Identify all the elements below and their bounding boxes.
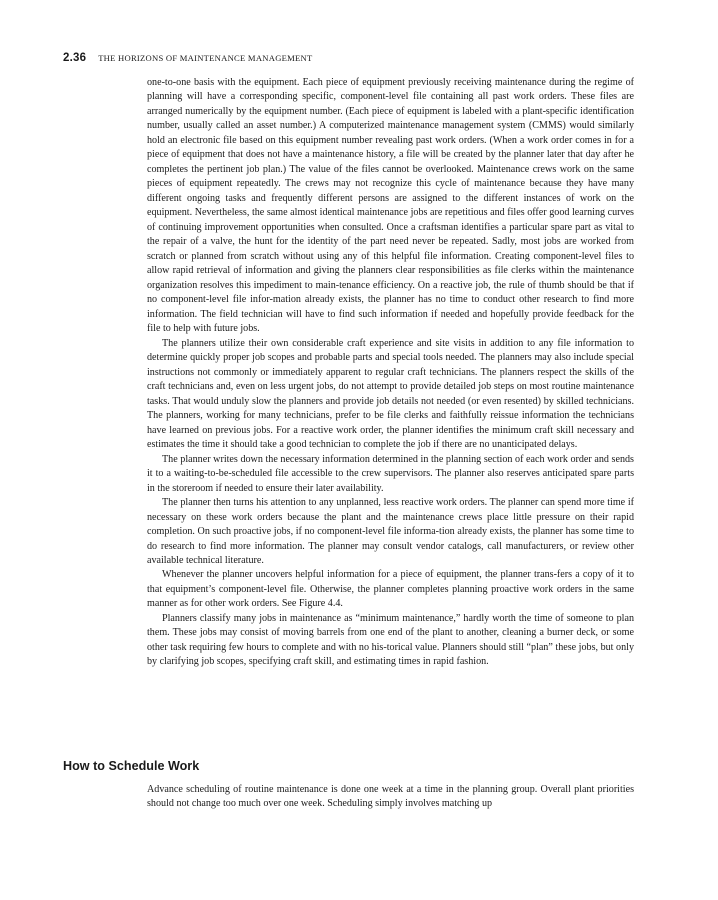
paragraph: The planner writes down the necessary information determined in the planning section of each work order and sends it to a waiting-to-be-scheduled file accessible to the crew supervisors. The planner also reserves anticipated spare parts in the storeroom if needed to ensure their later availability. [147, 453, 634, 494]
page-number: 2.36 [63, 52, 87, 64]
book-title: THE HORIZONS OF MAINTENANCE MANAGEMENT [98, 53, 313, 63]
paragraph: Planners classify many jobs in maintenance as “minimum maintenance,” hardly worth the time of someone to plan them. These jobs may consist of moving barrels from one end of the plant to another, cleaning a burner deck, or some other task requiring few hours to complete and with no his-torical value. Planners should still “plan” these jobs, but only by clarifying job scopes, specifying craft skill, and estimating times in rapid fashion. [147, 612, 634, 668]
running-header [63, 48, 313, 66]
paragraph: one-to-one basis with the equipment. Each piece of equipment previously receiving maintenance during the regime of planning will have a corresponding specific, component-level file containing all past work orders. These files are arranged numerically by the equipment number. (Each piece of equipment is labeled with a plant-specific identification number, usually called an asset number.) A computerized maintenance management system (CMMS) would similarly hold an electronic file based on this equipment number revealing past work orders. (When a work order comes in for a piece of equipment that does not have a maintenance history, a file will be created by the planner later that day after he completes the pertinent job plan.) The value of the files cannot be overlooked. Maintenance crews work on the same pieces of equipment repeatedly. The crews may not recognize this cycle of maintenance because they have many different ongoing tasks and frequently different persons are assigned to the different instances of work on the equipment. Nevertheless, the same almost identical maintenance jobs are repetitious and files offer good learning curves of continuing improvement opportunities when consulted. Once a craftsman identifies a particular spare part as vital to the repair of a valve, the hunt for the identity of the part need never be repeated. Sadly, most jobs are worked from scratch or planned from scratch without using any of this helpful file information. Creating component-level files to allow rapid retrieval of information and giving the planners clear responsibilities as file clerks within the maintenance organization resolves this impediment to main-tenance efficiency. On a reactive job, the rule of thumb should be that if no component-level file infor-mation already exists, the planner has no time to conduct other research to find more information. The field technician will have to find such information if needed and hopefully provide feedback for the file to help with future jobs. [147, 77, 634, 335]
paragraph: Whenever the planner uncovers helpful information for a piece of equipment, the planner trans-fers a copy of it to that equipment’s component-level file. Otherwise, the planner completes planning proactive work orders in the same manner as for other work orders. See Figure 4.4. [147, 569, 634, 610]
paragraph: The planners utilize their own considerable craft experience and site visits in addition to any file information to determine quickly proper job scopes and probable parts and special tools needed. The planners may also include special instructions not commonly or immediately apparent to regular craft technicians. The planners respect the skills of the craft technicians and, even on less urgent jobs, do not attempt to provide detailed job steps on most routine maintenance tasks. That would unduly slow the planners and provide job details not needed (or even resented) by skilled technicians. The planners, working for many technicians, prefer to be file clerks and faithfully reissue information the technicians have learned on previous jobs. For a reactive work order, the planner identifies the minimum craft skill necessary and estimates the time it should take a good technician to complete the job if there are no unanticipated delays. [147, 337, 634, 451]
section-body [147, 783, 634, 812]
paragraph: The planner then turns his attention to any unplanned, less reactive work orders. The planner can spend more time if necessary on these work orders because the plant and the maintenance crews place little pressure on their rapid completion. On such proactive jobs, if no component-level file informa-tion already exists, the planner has some time to do research to find more information. The planner may consult vendor catalogs, call manufacturers, or review other available technical literature. [147, 497, 634, 566]
section-heading: How to Schedule Work [63, 759, 200, 773]
body-text [147, 76, 634, 670]
paragraph: Advance scheduling of routine maintenance is done one week at a time in the planning group. Overall plant priorities should not change too much over one week. Scheduling simply involves matching up [147, 784, 634, 810]
